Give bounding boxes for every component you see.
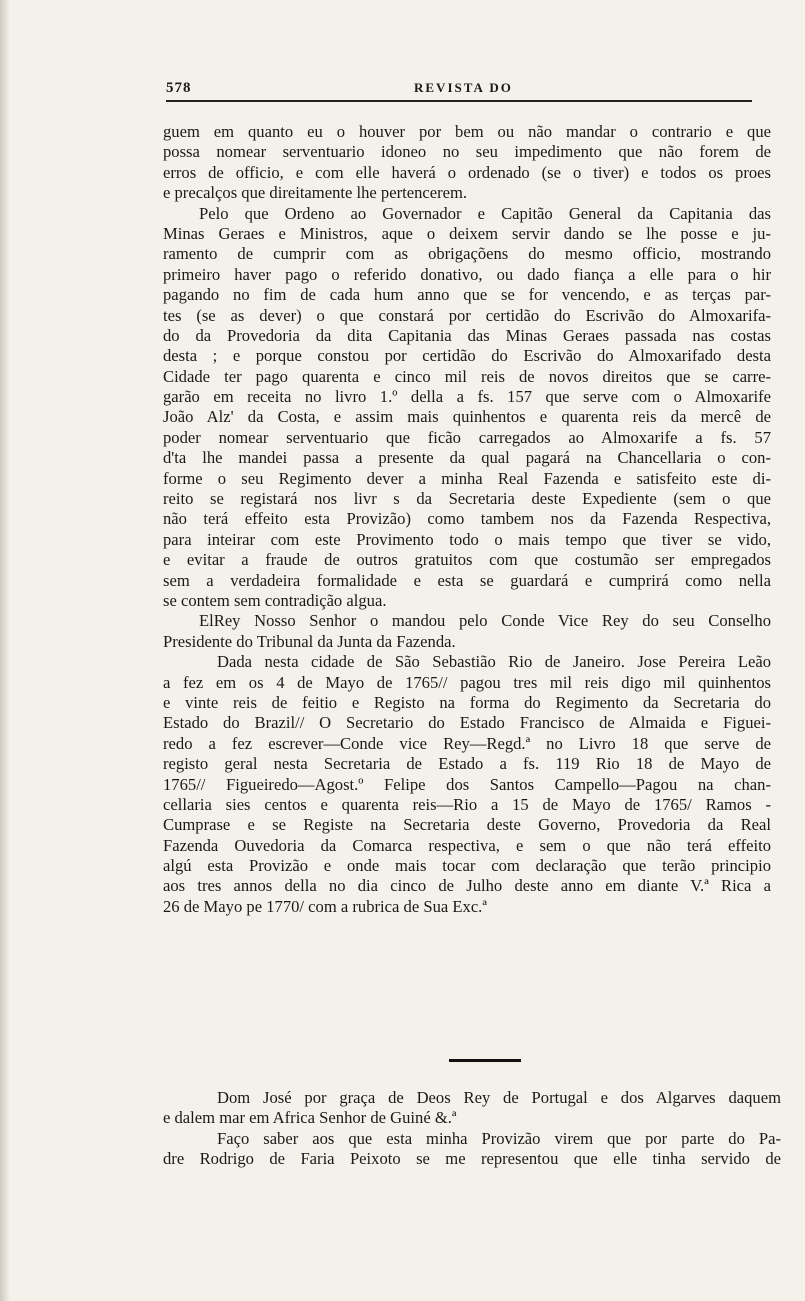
text-line: reito se registará nos livr s da Secretaria deste Expediente (sem o que (163, 489, 771, 509)
page-header (166, 80, 752, 100)
text-line: Presidente do Tribunal da Junta da Fazenda. (163, 631, 456, 651)
text-line: e evitar a fraude de outros gratuitos com que costumão ser empregados (163, 550, 771, 570)
text-line: para inteirar com este Provimento todo o mais tempo que tiver se vido, (163, 529, 771, 549)
text-line: tes (se as dever) o que constará por certidão do Escrivão do Almoxarifa- (163, 305, 771, 325)
text-line: e vinte reis de feitio e Registo na forma do Regimento da Secretaria do (163, 692, 771, 712)
text-line: Cumprase e se Registe na Secretaria deste Governo, Provedoria da Real (163, 815, 771, 835)
section-separator-rule (449, 1059, 521, 1062)
document-2-text (163, 1088, 781, 1170)
text-line: a fez em os 4 de Mayo de 1765// pagou tres mil reis digo mil quinhentos (163, 672, 771, 692)
document-1-text (163, 122, 771, 917)
text-line: erros de officio, e com elle haverá o ordenado (se o tiver) e todos os proes (163, 162, 771, 182)
text-line: desta ; e porque constou por certidão do Escrivão do Almoxarifado desta (163, 346, 771, 366)
text-line: João Alz' da Costa, e assim mais quinhentos e quarenta reis da mercê de (163, 407, 771, 427)
text-line: possa nomear serventuario idoneo no seu impedimento que não forem de (163, 142, 771, 162)
text-line: algú esta Provizão e onde mais tocar com declaração que terão principio (163, 856, 771, 876)
header-rule (166, 100, 752, 102)
text-line: registo geral nesta Secretaria de Estado a fs. 119 Rio 18 de Mayo de (163, 754, 771, 774)
text-line: ramento de cumprir com as obrigaçõens do mesmo officio, mostrando (163, 244, 771, 264)
text-line: se contem sem contradição algua. (163, 590, 387, 610)
running-title: REVISTA DO (414, 80, 513, 95)
text-line: pagando no fim de cada hum anno que se for vencendo, e as terças par- (163, 285, 771, 305)
text-line: garão em receita no livro 1.º della a fs. 157 que serve com o Almoxarife (163, 387, 771, 407)
text-line: Pelo que Ordeno ao Governador e Capitão General da Capitania das (199, 203, 771, 223)
text-line: Minas Geraes e Ministros, aque o deixem servir dando se lhe posse e ju- (163, 223, 771, 243)
text-line: d'ta lhe mandei passa a presente da qual pagará na Chancellaria o con- (163, 448, 771, 468)
text-line: Fazenda Ouvedoria da Comarca respectiva, e sem o que não terá effeito (163, 835, 771, 855)
text-line: 1765// Figueiredo—Agost.º Felipe dos Santos Campello—Pagou na chan- (163, 774, 771, 794)
text-line: 26 de Mayo pe 1770/ com a rubrica de Sua Exc.ª (163, 896, 487, 916)
page-number: 578 (166, 80, 192, 96)
text-line: primeiro haver pago o referido donativo, ou dado fiança a elle para o hir (163, 264, 771, 284)
text-line: sem a verdadeira formalidade e esta se guardará e cumprirá como nella (163, 570, 771, 590)
text-line: do da Provedoria da dita Capitania das Minas Geraes passada nas costas (163, 325, 771, 345)
text-line: Faço saber aos que esta minha Provizão virem que por parte do Pa- (217, 1128, 781, 1148)
text-line: redo a fez escrever—Conde vice Rey—Regd.ª no Livro 18 que serve de (163, 733, 771, 753)
text-line: aos tres annos della no dia cinco de Julho deste anno em diante V.ª Rica a (163, 876, 771, 896)
text-line: Dada nesta cidade de São Sebastião Rio de Janeiro. Jose Pereira Leão (217, 652, 771, 672)
text-line: e dalem mar em Africa Senhor de Guiné &.ª (163, 1108, 457, 1128)
text-line: Dom José por graça de Deos Rey de Portugal e dos Algarves daquem (217, 1088, 781, 1107)
text-line: não terá effeito esta Provizão) como tambem nos da Fazenda Respectiva, (163, 509, 771, 529)
text-line: cellaria sies centos e quarenta reis—Rio a 15 de Mayo de 1765/ Ramos - (163, 794, 771, 814)
text-line: ElRey Nosso Senhor o mandou pelo Conde Vice Rey do seu Conselho (199, 611, 771, 631)
text-line: Estado do Brazil// O Secretario do Estado Francisco de Almaida e Figuei- (163, 713, 771, 733)
page-edge-shadow (0, 0, 10, 1301)
text-line: dre Rodrigo de Faria Peixoto se me representou que elle tinha servido de (163, 1149, 781, 1169)
text-line: forme o seu Regimento dever a minha Real Fazenda e satisfeito este di- (163, 468, 771, 488)
text-line: poder nomear serventuario que ficão carregados ao Almoxarife a fs. 57 (163, 427, 771, 447)
text-line: guem em quanto eu o houver por bem ou não mandar o contrario e que (163, 122, 771, 141)
text-line: e precalços que direitamente lhe pertencerem. (163, 183, 468, 203)
text-line: Cidade ter pago quarenta e cinco mil reis de novos direitos que se carre- (163, 366, 771, 386)
